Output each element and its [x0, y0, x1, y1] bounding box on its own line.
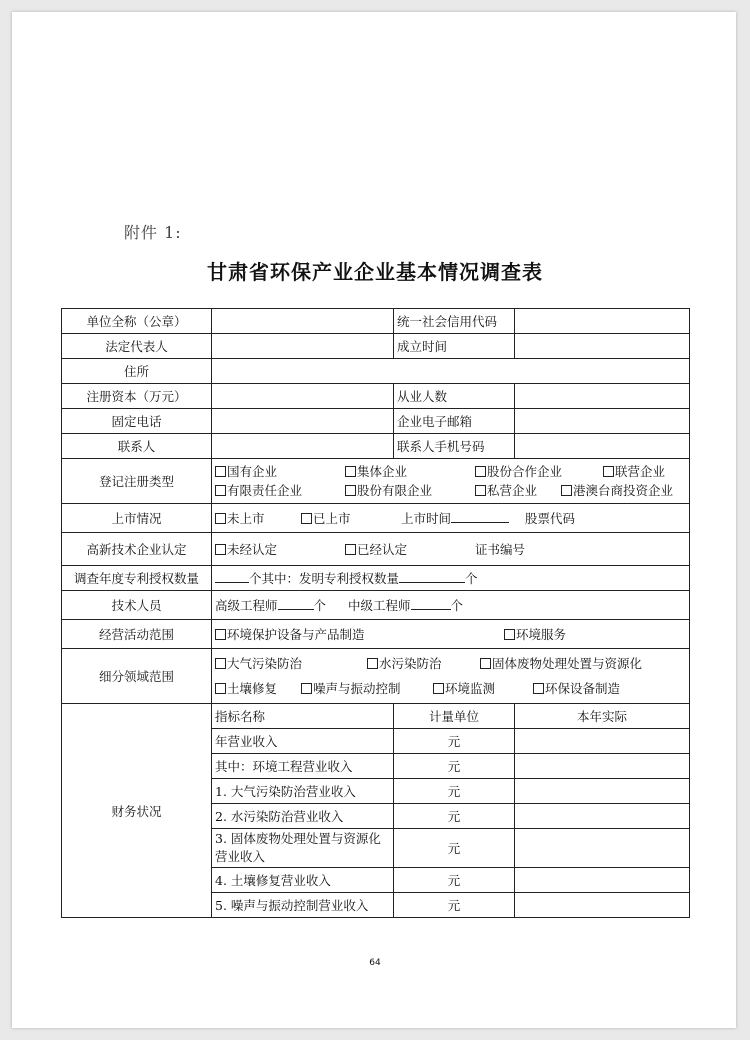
- patent-label: 调查年度专利授权数量: [62, 566, 212, 591]
- checkbox-icon[interactable]: [504, 629, 515, 640]
- finance-row-name: 1. 大气污染防治营业收入: [212, 779, 394, 804]
- table-row: [62, 409, 690, 434]
- founded-field[interactable]: [515, 334, 690, 359]
- table-row: [62, 704, 690, 729]
- checkbox-icon[interactable]: [433, 683, 444, 694]
- finance-label: 财务状况: [62, 704, 212, 918]
- senior-engineer-blank[interactable]: [278, 598, 314, 610]
- finance-row-name: 5. 噪声与振动控制营业收入: [212, 893, 394, 918]
- email-label: 企业电子邮箱: [394, 409, 515, 434]
- checkbox-icon[interactable]: [475, 466, 486, 477]
- table-row: [62, 309, 690, 334]
- finance-row-unit: 元: [394, 893, 515, 918]
- senior-engineer-label: 高级工程师: [215, 598, 278, 613]
- finance-row-unit: 元: [394, 779, 515, 804]
- listing-time-blank[interactable]: [451, 511, 509, 523]
- finance-header-actual: 本年实际: [515, 704, 690, 729]
- reg-type-label: 登记注册类型: [62, 459, 212, 504]
- phone-field[interactable]: [212, 409, 394, 434]
- legal-rep-label: 法定代表人: [62, 334, 212, 359]
- checkbox-icon[interactable]: [215, 513, 226, 524]
- survey-form-table: [61, 308, 690, 918]
- subfield-option[interactable]: 环保设备制造: [533, 676, 620, 701]
- credit-code-label: 统一社会信用代码: [394, 309, 515, 334]
- checkbox-icon[interactable]: [345, 485, 356, 496]
- subfield-label: 细分领域范围: [62, 649, 212, 704]
- finance-row-name: 3. 固体废物处理处置与资源化营业收入: [212, 829, 394, 868]
- reg-type-option[interactable]: 港澳台商投资企业: [561, 481, 673, 500]
- patent-count-blank[interactable]: [215, 571, 249, 583]
- finance-row-value[interactable]: [515, 779, 690, 804]
- business-scope-option[interactable]: 环境保护设备与产品制造: [215, 625, 504, 643]
- checkbox-icon[interactable]: [561, 485, 572, 496]
- checkbox-icon[interactable]: [345, 466, 356, 477]
- table-row: [62, 591, 690, 620]
- finance-row-value[interactable]: [515, 893, 690, 918]
- tech-staff-label: 技术人员: [62, 591, 212, 620]
- finance-row-unit: 元: [394, 868, 515, 893]
- table-row: [62, 459, 690, 504]
- subfield-option[interactable]: 固体废物处理处置与资源化: [480, 651, 642, 676]
- reg-type-options: [212, 459, 690, 504]
- subfield-option[interactable]: 大气污染防治: [215, 651, 367, 676]
- page-number: 64: [369, 958, 381, 968]
- subfield-options: [212, 649, 690, 704]
- listed-option[interactable]: 已上市: [301, 509, 401, 527]
- listing-label: 上市情况: [62, 504, 212, 533]
- reg-type-option[interactable]: 股份合作企业: [475, 462, 603, 481]
- table-row: [62, 566, 690, 591]
- listing-time-label: 上市时间: [401, 511, 452, 526]
- checkbox-icon[interactable]: [215, 485, 226, 496]
- finance-row-unit: 元: [394, 754, 515, 779]
- checkbox-icon[interactable]: [215, 466, 226, 477]
- mid-engineer-label: 中级工程师: [348, 598, 411, 613]
- checkbox-icon[interactable]: [603, 466, 614, 477]
- reg-type-option[interactable]: 股份有限企业: [345, 481, 475, 500]
- table-row: [62, 649, 690, 704]
- contact-field[interactable]: [212, 434, 394, 459]
- invention-patent-blank[interactable]: [399, 571, 465, 583]
- subfield-option[interactable]: 土壤修复: [215, 676, 301, 701]
- business-scope-label: 经营活动范围: [62, 620, 212, 649]
- contact-mobile-label: 联系人手机号码: [394, 434, 515, 459]
- checkbox-icon[interactable]: [301, 683, 312, 694]
- checkbox-icon[interactable]: [480, 658, 491, 669]
- finance-row-value[interactable]: [515, 804, 690, 829]
- checkbox-icon[interactable]: [215, 658, 226, 669]
- reg-type-option[interactable]: 有限责任企业: [215, 481, 345, 500]
- business-scope-options: [212, 620, 690, 649]
- employees-field[interactable]: [515, 384, 690, 409]
- listing-options: [212, 504, 690, 533]
- reg-type-option[interactable]: 联营企业: [603, 462, 665, 481]
- finance-header-unit: 计量单位: [394, 704, 515, 729]
- table-row: [62, 434, 690, 459]
- table-row: [62, 334, 690, 359]
- reg-capital-label: 注册资本（万元）: [62, 384, 212, 409]
- cert-number-label: 证书编号: [475, 542, 526, 557]
- checkbox-icon[interactable]: [367, 658, 378, 669]
- checkbox-icon[interactable]: [533, 683, 544, 694]
- reg-capital-field[interactable]: [212, 384, 394, 409]
- checkbox-icon[interactable]: [345, 544, 356, 555]
- checkbox-icon[interactable]: [215, 683, 226, 694]
- unit-name-field[interactable]: [212, 309, 394, 334]
- finance-row-unit: 元: [394, 729, 515, 754]
- contact-mobile-field[interactable]: [515, 434, 690, 459]
- subfield-option[interactable]: 环境监测: [433, 676, 533, 701]
- subfield-option[interactable]: 水污染防治: [367, 651, 480, 676]
- reg-type-option[interactable]: 私营企业: [475, 481, 561, 500]
- email-field[interactable]: [515, 409, 690, 434]
- table-row: [62, 504, 690, 533]
- hitech-options: [212, 533, 690, 566]
- hitech-no-option[interactable]: 未经认定: [215, 540, 345, 558]
- reg-type-option[interactable]: 国有企业: [215, 462, 345, 481]
- table-row: [62, 384, 690, 409]
- hitech-label: 高新技术企业认定: [62, 533, 212, 566]
- patent-fields: 个其中：发明专利授权数量 个: [212, 566, 690, 591]
- founded-label: 成立时间: [394, 334, 515, 359]
- hitech-yes-option[interactable]: 已经认定: [345, 540, 475, 558]
- reg-type-option[interactable]: 集体企业: [345, 462, 475, 481]
- finance-row-name: 年营业收入: [212, 729, 394, 754]
- stock-code-label: 股票代码: [525, 511, 576, 526]
- checkbox-icon[interactable]: [215, 629, 226, 640]
- finance-row-name: 4. 土壤修复营业收入: [212, 868, 394, 893]
- address-label: 住所: [62, 359, 212, 384]
- finance-row-name: 2. 水污染防治营业收入: [212, 804, 394, 829]
- attachment-label: 附件 1:: [124, 223, 182, 242]
- table-row: [62, 620, 690, 649]
- tech-staff-fields: 高级工程师 个 中级工程师 个: [212, 591, 690, 620]
- finance-row-unit: 元: [394, 804, 515, 829]
- employees-label: 从业人数: [394, 384, 515, 409]
- finance-row-value[interactable]: [515, 868, 690, 893]
- form-title: 甘肃省环保产业企业基本情况调查表: [207, 260, 543, 284]
- credit-code-field[interactable]: [515, 309, 690, 334]
- checkbox-icon[interactable]: [215, 544, 226, 555]
- not-listed-option[interactable]: 未上市: [215, 509, 301, 527]
- address-field[interactable]: [212, 359, 690, 384]
- phone-label: 固定电话: [62, 409, 212, 434]
- finance-header-name: 指标名称: [212, 704, 394, 729]
- business-scope-option[interactable]: 环境服务: [504, 625, 566, 643]
- legal-rep-field[interactable]: [212, 334, 394, 359]
- subfield-option[interactable]: 噪声与振动控制: [301, 676, 433, 701]
- checkbox-icon[interactable]: [475, 485, 486, 496]
- finance-row-value[interactable]: [515, 754, 690, 779]
- finance-row-value[interactable]: [515, 829, 690, 868]
- finance-row-name: 其中：环境工程营业收入: [212, 754, 394, 779]
- table-row: [62, 533, 690, 566]
- mid-engineer-blank[interactable]: [411, 598, 451, 610]
- checkbox-icon[interactable]: [301, 513, 312, 524]
- invention-patent-label: 其中：发明专利授权数量: [261, 571, 400, 586]
- finance-row-value[interactable]: [515, 729, 690, 754]
- unit-name-label: 单位全称（公章）: [62, 309, 212, 334]
- table-row: [62, 359, 690, 384]
- finance-row-unit: 元: [394, 829, 515, 868]
- contact-label: 联系人: [62, 434, 212, 459]
